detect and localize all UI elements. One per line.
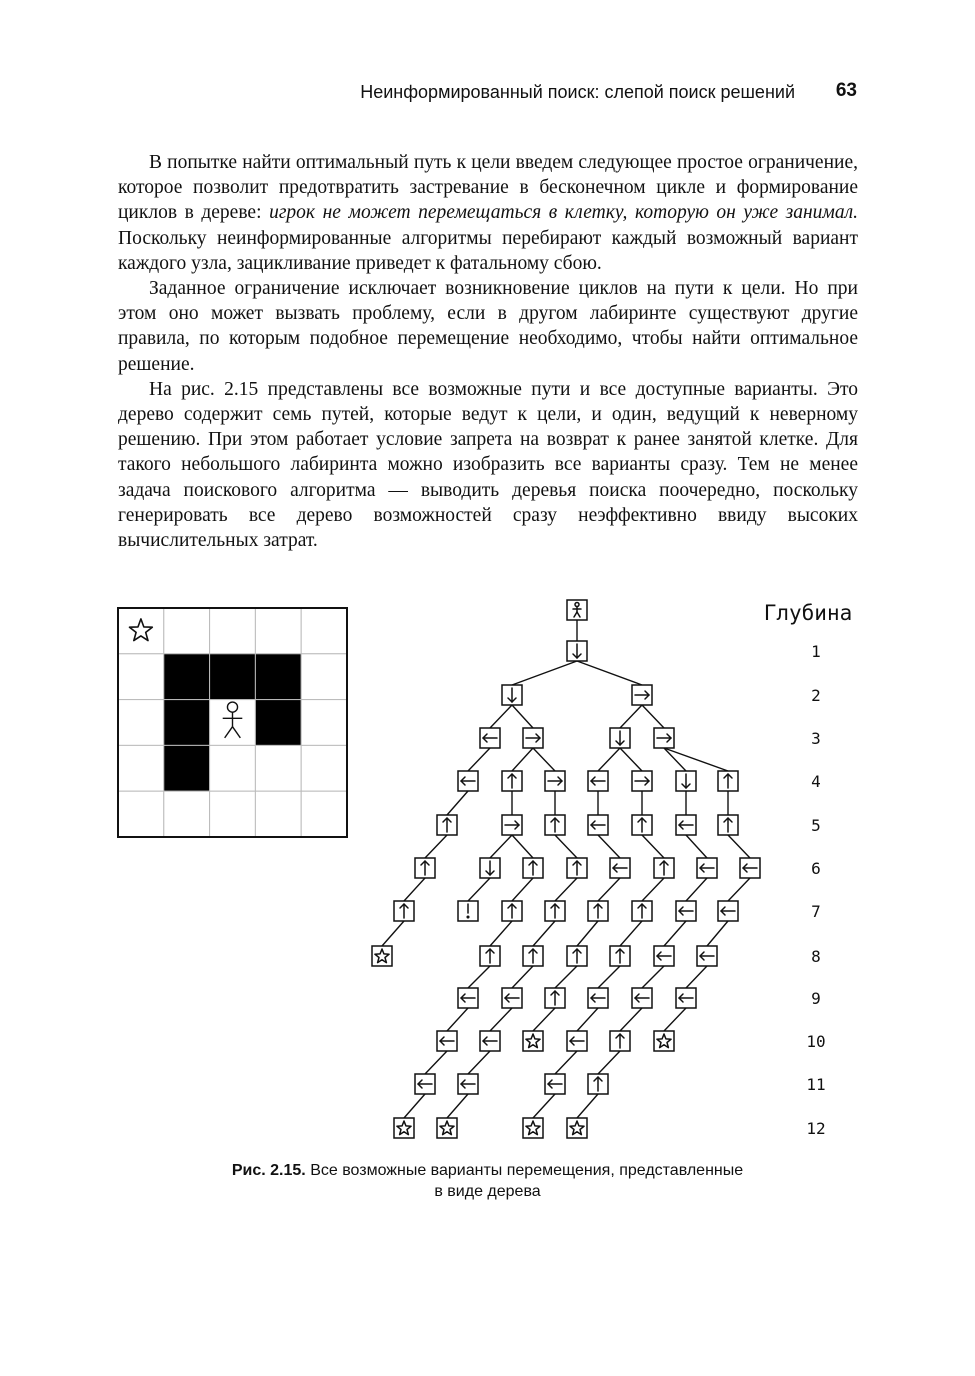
tree-edge <box>533 748 555 771</box>
tree-edge <box>512 966 533 988</box>
tree-edge <box>425 1051 447 1074</box>
maze-cell <box>210 745 256 791</box>
tree-node <box>415 858 435 878</box>
tree-node <box>480 946 500 966</box>
maze-wall <box>255 654 301 700</box>
tree-edge <box>512 878 533 901</box>
tree-edge <box>664 748 728 771</box>
tree-edge <box>598 878 620 901</box>
tree-edge <box>686 966 707 988</box>
tree-node <box>697 946 717 966</box>
tree-edge <box>577 921 598 946</box>
tree-node <box>502 685 522 705</box>
tree-node <box>523 1118 543 1138</box>
tree-edge <box>404 878 425 901</box>
tree-edge <box>533 1094 555 1118</box>
tree-edge <box>642 966 664 988</box>
tree-node <box>523 858 543 878</box>
tree-node <box>676 771 696 791</box>
tree-node <box>718 771 738 791</box>
tree-edge <box>555 878 577 901</box>
tree-edge <box>447 1008 468 1031</box>
tree-node <box>718 901 738 921</box>
tree-edge <box>533 921 555 946</box>
depth-label: 7 <box>811 902 821 921</box>
tree-edge <box>468 966 490 988</box>
tree-edge <box>425 835 447 858</box>
depth-label: 4 <box>811 772 821 791</box>
caption-line-1: Все возможные варианты перемещения, представленные <box>310 1162 744 1179</box>
tree-edge <box>490 1008 512 1031</box>
tree-node <box>437 1118 457 1138</box>
tree-edge <box>512 835 533 858</box>
paragraph: В попытке найти оптимальный путь к цели введем следующее простое ограничение, которое позволит предотвратить застревание в бесконечном цикле и формирование циклов в дереве: игрок не может перемещаться в клетку, которую он уже занимал. Поскольку неинформированные алгоритмы перебирают каждый возможный вариант каждого узла, зацикливание приведет к фатальному сбою. <box>118 152 859 274</box>
tree-edge <box>447 791 468 815</box>
tree-edge <box>490 921 512 946</box>
tree-node <box>372 946 392 966</box>
tree-node <box>676 815 696 835</box>
tree-edge <box>555 835 577 858</box>
paragraph: На рис. 2.15 представлены все возможные пути и все доступные варианты. Это дерево содержит семь путей, которые ведут к цели, и один, ведущий к неверному решению. При этом работает условие запрета на возврат к ранее занятой клетке. Для такого небольшого лабиринта можно изобразить все варианты сразу. Тем не менее задача поискового алгоритма — выводить деревья поиска поочередно, поскольку генерировать все дерево возможностей сразу неэффективно ввиду высоких вычислительных затрат. <box>118 378 858 552</box>
tree-edge <box>642 705 664 728</box>
tree-node <box>415 1074 435 1094</box>
header-title: Неинформированный поиск: слепой поиск решений <box>360 82 795 102</box>
tree-node <box>523 728 543 748</box>
depth-label: 1 <box>811 642 821 661</box>
tree-edge <box>468 748 490 771</box>
tree-node <box>588 901 608 921</box>
maze-cell <box>118 791 164 837</box>
tree-node <box>654 728 674 748</box>
tree-edge <box>490 835 512 858</box>
tree-edge <box>598 835 620 858</box>
tree-node <box>523 1031 543 1051</box>
maze-cell <box>164 608 210 654</box>
depth-label: 6 <box>811 859 821 878</box>
tree-edge <box>598 748 620 771</box>
page-number: 63 <box>835 80 857 101</box>
depth-title: Глубина <box>763 601 853 625</box>
tree-node <box>458 1074 478 1094</box>
tree-edge <box>555 1051 577 1074</box>
tree-edge <box>577 661 642 685</box>
tree-node <box>632 685 652 705</box>
maze-cell <box>118 654 164 700</box>
tree-edge <box>468 1051 490 1074</box>
tree-node <box>588 1074 608 1094</box>
tree-node <box>567 1118 587 1138</box>
maze-cell <box>301 745 347 791</box>
tree-node <box>437 815 457 835</box>
tree-edge <box>512 661 577 685</box>
tree-node <box>480 728 500 748</box>
tree-edge <box>555 966 577 988</box>
tree-node <box>545 988 565 1008</box>
tree-edge <box>468 878 490 901</box>
tree-node <box>480 858 500 878</box>
tree-node <box>567 1031 587 1051</box>
tree-node <box>437 1031 457 1051</box>
tree-node <box>394 901 414 921</box>
maze-cell <box>301 791 347 837</box>
depth-label: 9 <box>811 989 821 1008</box>
depth-label: 10 <box>806 1032 826 1051</box>
tree-edge <box>620 1008 642 1031</box>
tree-node <box>588 771 608 791</box>
tree-node <box>458 988 478 1008</box>
tree-node <box>654 946 674 966</box>
maze-cell <box>255 608 301 654</box>
tree-node <box>718 815 738 835</box>
tree-edge <box>598 1051 620 1074</box>
maze-wall <box>164 654 210 700</box>
caption-label: Рис. 2.15. <box>231 1162 306 1179</box>
tree-edge <box>404 1094 425 1118</box>
tree-node <box>632 988 652 1008</box>
tree-node <box>567 946 587 966</box>
maze-cell <box>118 745 164 791</box>
figure-svg <box>0 592 975 1152</box>
tree-node <box>676 901 696 921</box>
maze-cell <box>301 654 347 700</box>
depth-label: 2 <box>811 686 821 705</box>
tree-node <box>632 771 652 791</box>
maze-wall <box>164 745 210 791</box>
tree-node <box>458 901 478 921</box>
tree-node <box>676 988 696 1008</box>
tree-edge <box>382 921 404 946</box>
tree-node <box>610 1031 630 1051</box>
tree-node <box>632 815 652 835</box>
maze-wall <box>255 700 301 746</box>
tree-node <box>740 858 760 878</box>
tree-edge <box>664 1008 686 1031</box>
tree-node <box>654 1031 674 1051</box>
tree-node <box>545 815 565 835</box>
tree-edge <box>620 921 642 946</box>
body-text <box>118 150 858 553</box>
tree-node <box>610 728 630 748</box>
tree-edge <box>686 835 707 858</box>
maze-wall <box>210 654 256 700</box>
tree-node <box>610 858 630 878</box>
depth-label: 12 <box>806 1119 826 1138</box>
tree-edge <box>728 878 750 901</box>
depth-label: 5 <box>811 816 821 835</box>
tree-edge <box>577 1008 598 1031</box>
depth-label: 8 <box>811 947 821 966</box>
paragraph: Заданное ограничение исключает возникновение циклов на пути к цели. Но при этом оно может вызвать проблему, если в другом лабиринте существуют другие правила, по которым подобное перемещение необходимо, чтобы найти оптимальное решение. <box>118 278 858 375</box>
tree-node <box>545 771 565 791</box>
tree-edge <box>598 966 620 988</box>
tree-edge <box>707 921 728 946</box>
tree-edge <box>533 1008 555 1031</box>
tree-edge <box>512 705 533 728</box>
depth-label: 3 <box>811 729 821 748</box>
tree-node <box>610 946 630 966</box>
maze-cell <box>164 791 210 837</box>
tree-node <box>632 901 652 921</box>
maze-cell <box>210 791 256 837</box>
tree-edge <box>728 835 750 858</box>
tree-node <box>458 771 478 791</box>
tree-node <box>588 815 608 835</box>
maze-cell <box>255 745 301 791</box>
tree-edge <box>686 878 707 901</box>
tree-node <box>502 771 522 791</box>
tree-node <box>480 1031 500 1051</box>
tree-edge <box>490 705 512 728</box>
tree-node <box>697 858 717 878</box>
tree-edge <box>620 705 642 728</box>
maze-cell <box>255 791 301 837</box>
tree-edge <box>664 921 686 946</box>
tree-node <box>588 988 608 1008</box>
maze-wall <box>164 700 210 746</box>
maze-grid <box>118 608 347 837</box>
tree-edge <box>447 1094 468 1118</box>
figure-2-15 <box>0 592 975 1152</box>
tree-node <box>567 858 587 878</box>
tree-node <box>394 1118 414 1138</box>
tree-node <box>545 901 565 921</box>
maze-cell <box>210 608 256 654</box>
tree-node <box>502 815 522 835</box>
tree-edge <box>642 835 664 858</box>
maze-cell <box>118 608 164 654</box>
tree-node <box>502 901 522 921</box>
caption-line-2: в виде дерева <box>434 1183 541 1200</box>
maze-cell <box>301 700 347 746</box>
tree-node <box>523 946 543 966</box>
figure-caption <box>150 1160 825 1202</box>
tree-node <box>567 641 587 661</box>
tree-edge <box>620 748 642 771</box>
tree-edge <box>642 878 664 901</box>
maze-cell <box>118 700 164 746</box>
depth-label: 11 <box>806 1075 826 1094</box>
running-header <box>0 80 975 106</box>
tree-edge <box>512 748 533 771</box>
tree-node <box>654 858 674 878</box>
exclamation-icon <box>467 904 469 918</box>
tree-edge <box>577 1094 598 1118</box>
tree-node <box>545 1074 565 1094</box>
tree-node <box>567 600 587 620</box>
tree-node <box>502 988 522 1008</box>
maze-cell <box>301 608 347 654</box>
